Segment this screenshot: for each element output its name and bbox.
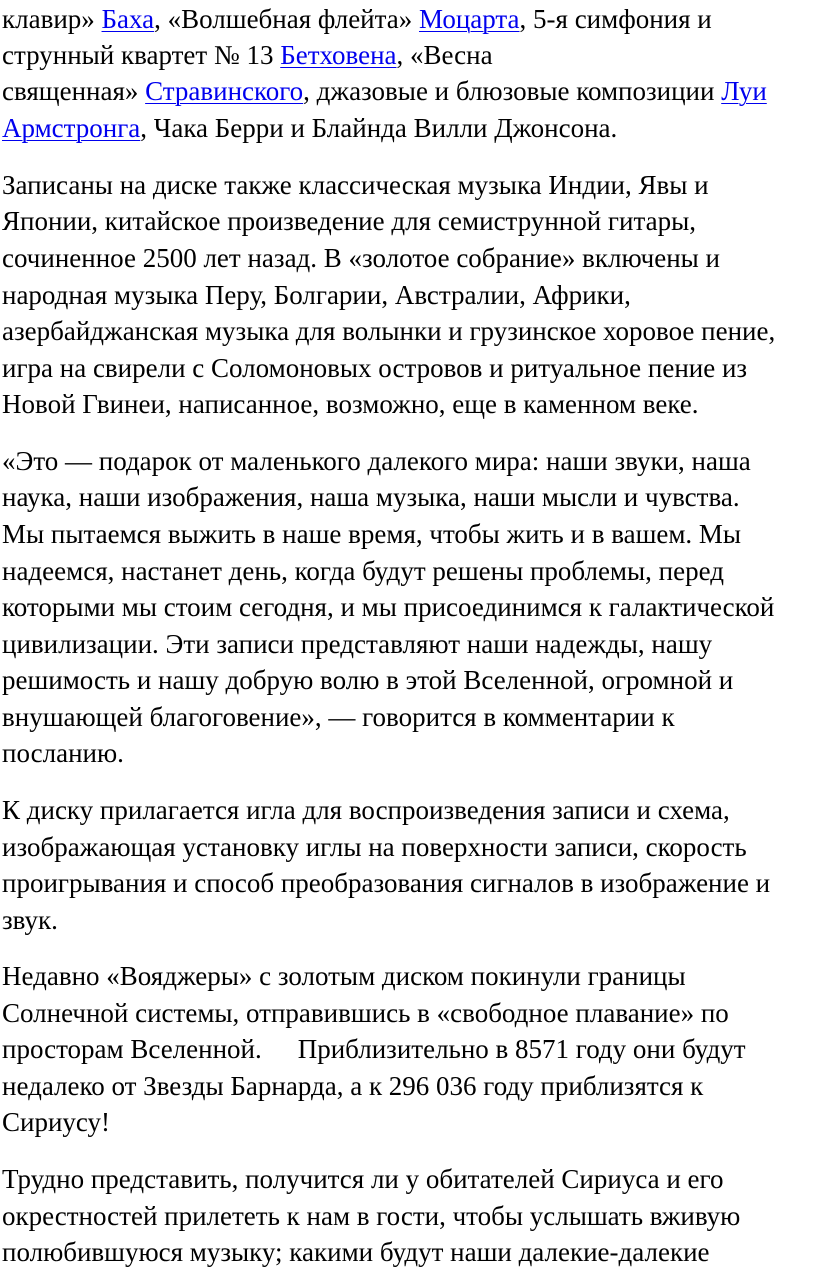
link-louis-armstrong-cont[interactable]: Армстронга — [2, 113, 141, 143]
text-line: звук. — [2, 905, 58, 935]
text-line: цивилизации. Эти записи представляют наши надежды, нашу — [2, 629, 713, 659]
text-line — [2, 110, 617, 147]
text-line: Записаны на диске также классическая музыка Индии, Явы и — [2, 170, 709, 200]
text-line: Новой Гвинеи, написанное, возможно, еще в каменном веке. — [2, 389, 699, 419]
text-line: Сириусу! — [2, 1107, 111, 1137]
text-fragment: , джазовые и блюзовые композиции — [303, 76, 722, 106]
text-line: Японии, китайское произведение для семиструнной гитары, — [2, 206, 696, 236]
text-line: полюбившуюся музыку; какими будут наши далекие-далекие — [2, 1237, 710, 1267]
text-line: посланию. — [2, 738, 124, 768]
text-line: сочиненное 2500 лет назад. В «золотое собрание» включены и — [2, 243, 720, 273]
text-line: проигрывания и способ преобразования сигналов в изображение и — [2, 868, 771, 898]
link-beethoven[interactable]: Бетховена — [280, 40, 397, 70]
link-bach[interactable]: Баха — [101, 4, 155, 34]
text-line: которыми мы стоим сегодня, и мы присоединимся к галактической — [2, 592, 775, 622]
text-fragment: просторам Вселенной. — [2, 1034, 262, 1064]
text-fragment: священная» — [2, 76, 146, 106]
text-line — [2, 1, 712, 38]
link-mozart[interactable]: Моцарта — [419, 4, 520, 34]
text-line: надеемся, настанет день, когда будут решены проблемы, перед — [2, 556, 724, 586]
link-louis-armstrong[interactable]: Луи — [721, 76, 767, 106]
link-stravinsky[interactable]: Стравинского — [145, 76, 304, 106]
text-line: Мы пытаемся выжить в наше время, чтобы жить и в вашем. Мы — [2, 519, 742, 549]
text-line: «Это — подарок от маленького далекого мира: наши звуки, наша — [2, 446, 751, 476]
text-line — [2, 1031, 746, 1068]
text-line: изображающая установку иглы на поверхности записи, скорость — [2, 832, 747, 862]
text-fragment: , 5-я симфония и — [519, 4, 712, 34]
text-fragment: , «Весна — [396, 40, 493, 70]
text-line: наука, наши изображения, наша музыка, наши мысли и чувства. — [2, 482, 740, 512]
text-line: Недавно «Вояджеры» с золотым диском покинули границы — [2, 961, 686, 991]
text-line: К диску прилагается игла для воспроизведения записи и схема, — [2, 795, 730, 825]
text-line: азербайджанская музыка для волынки и грузинское хоровое пение, — [2, 316, 776, 346]
text-line: недалеко от Звезды Барнарда, а к 296 036 году приблизятся к — [2, 1071, 704, 1101]
text-line: внушающей благоговение», — говорится в комментарии к — [2, 702, 675, 732]
text-line: игра на свирели с Соломоновых островов и ритуальное пение из — [2, 353, 748, 383]
text-fragment: , «Волшебная флейта» — [154, 4, 419, 34]
text-line — [2, 73, 767, 110]
text-fragment: струнный квартет № 13 — [2, 40, 281, 70]
text-fragment: Приблизительно в 8571 году они будут — [297, 1034, 746, 1064]
text-line: Солнечной системы, отправившись в «свободное плавание» по — [2, 998, 729, 1028]
text-fragment: клавир» — [2, 4, 102, 34]
text-line — [2, 37, 493, 74]
text-line: Трудно представить, получится ли у обитателей Сириуса и его — [2, 1164, 724, 1194]
text-line: народная музыка Перу, Болгарии, Австралии, Африки, — [2, 280, 631, 310]
text-line: решимость и нашу добрую волю в этой Вселенной, огромной и — [2, 665, 734, 695]
text-line: окрестностей прилететь к нам в гости, чтобы услышать вживую — [2, 1201, 741, 1231]
text-fragment: , Чака Берри и Блайнда Вилли Джонсона. — [140, 113, 618, 143]
